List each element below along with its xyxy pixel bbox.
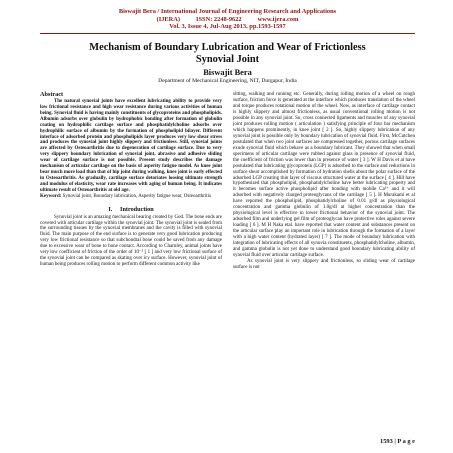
page-number: 1593 | P a g e: [380, 438, 415, 445]
keywords-label: Keyword:: [40, 193, 62, 199]
paper-author: Biswajit Bera: [203, 68, 252, 78]
right-column-paragraph-2: As synovial joint is very slippery and frictionless, so sliding wear of cartilage surface is not: [233, 258, 415, 270]
introduction-heading: I. Introduction: [108, 205, 154, 213]
keywords-text: Synovial joint, Boundary lubrication, Asperity fatigue wear, Osteoarthritis: [62, 193, 212, 199]
abstract-text: The natural synovial joints have excellent lubricating ability to provide very low frictional resistance and high wear resistance during various activities of human being. Synovial fluid is having mainly constituents of glycoproteins and phospholipids. Albumin adsorbs over globulin by hydrophobic bonding after formation of globulin coating on hydrophilic cartilage surface and phosphatidylcholine adsorbs over hydrophilic surface of albumin by the formation of phospholipid bilayer. Different interface of adsorbed protein and phospholipids layer produces very low shear stress and produces the synovial joint highly slippery and frictionless. Still, synovial joints are affected by Osteoarthritis due to degeneration of cartilage surface. Due to very very slippery boundary lubrication of synovial joint, abrasive and adhesive sliding wear of cartilage surface is not possible. Present study describes the damage mechanism of articular cartilage on the basis of asperity fatigue model. As knee joint bear much more load than that of hip joint during walking, knee joint is early effected in Osteoarthritis. As gradually, cartilage surface detoriates loosing ultimate strength and modulus of elasticity, wear rate increases with aging of human being. It indicates ultimate result of Osteoarthritis at old age.: [40, 99, 222, 193]
introduction-text: Synovial joint is an amazing mechanical bearing created by God. The bone ends are covered with articular cartilage within the synovial joint. The synovial joint is sealed from the surrounding tissues by the synovial membranes and the cavity is filled with synovial fluid. The main purpose of the end surface is to generate very good lubrication producing very low frictional resistance so that subchondral bone could be saved from any damage due to excessive wear of bone to bone contact. According to Charnley, animal joints have very low coefficient of friction of the order of 10⁻² [ 1 ] and very low frictional surface of the synovial joint can be compared as skating over icy surface. However, synovial joint of human being produces rolling motion to perform different common activity like: [40, 214, 222, 268]
right-column-paragraph-1: sitting, walking and running etc. Generally, during rolling motion of a wheel on rough surface, friction force is generated at the interface which produces translation of the wheel and torque produces rotational motion of the wheel. Now, as interface of cartilage contact is highly slippery and almost frictionless, as usual conventional rolling motion is not possible in any synovial joint. So, cross connected ligaments and muscles of any synovial joint produces rolling motion ( articulation ) satisfying principle of four bar mechanism which happens prominently, in knee joint [ 2 ]. So, highly slippery lubrication of any synovial joint is possible only by boundary lubrication of synovial fluid. First, McCutchen postulated that when two joint surfaces are compressed together, porous cartilage surfaces exude synovial fluid which behave as a boundary lubricant. They showed that when small specimens of articular cartilage were rubbed against glass in presence of synovial fluid, the coefficient of friction was lower than in presence of water [ 3 ]. W H Davis et al have postulated that lubricating glycoprotein (LGP) is adsorbed to the surface and reductions in surface shear accomplished by formation of hydration shells about the polar surface of the adsorbed LGP creating thin layer of viscous structured water at the surface [ 4 ]. Hill have hypothesized that phospholipid, phosphatidylcholine have better lubricating property and it becomes surface active phospholipid after bonding with mobile Ca²⁺ and it will adsorbed with negatively charged proteoglycans of the cartilage [ 5 ]. H Murakami et al have reported the phospholipid, phosphatidylcholine of 0.01 g/dl as physiological concentration and gamma globulin of 1.0g/dl at higher concentration than the physiological level is effective in lower frictional behavior of the synovial joint. The adsorbed film and underlying gel film of proteoglycan have protective roles against severe loading [ 6 ]. M H Naka etal. have reported that water content and substances present on the articular surface play an important role in lubrication through the formation of a layer with a high water content (hydrated layer) [ 7 ]. The mode of boundary lubrication with integration of lubricating effects of all synovia constituents, phosphatidylcholine, albumin, and gamma globulin is not yet done to understand good boundary lubricating ability of synovial fluid over articular cartilage surface.: [233, 92, 415, 258]
paper-title-line1: Mechanism of Boundary Lubrication and Wear of Frictionless: [89, 41, 366, 53]
left-column: [40, 92, 222, 271]
journal-header-line1: Biswajit Bera / International Journal of Engineering Research and Applications: [118, 8, 337, 15]
paper-title-line2: Synovial Joint: [195, 53, 260, 65]
journal-header: [40, 8, 415, 31]
header-divider: [40, 33, 415, 34]
paper-title: [40, 42, 415, 66]
journal-header-line3: Vol. 3, Issue 4, Jul-Aug 2013, pp.1593-1597: [169, 23, 286, 31]
keywords: [40, 194, 222, 200]
abstract-heading: Abstract: [40, 91, 64, 99]
two-column-body: [40, 92, 415, 271]
right-column: [233, 92, 415, 271]
journal-header-line2: (IJERA) ISSN: 2248-9622 www.ijera.com: [156, 15, 299, 23]
paper-affiliation: Department of Mechanical Engineering, NIT, Durgapur, India: [158, 78, 297, 85]
